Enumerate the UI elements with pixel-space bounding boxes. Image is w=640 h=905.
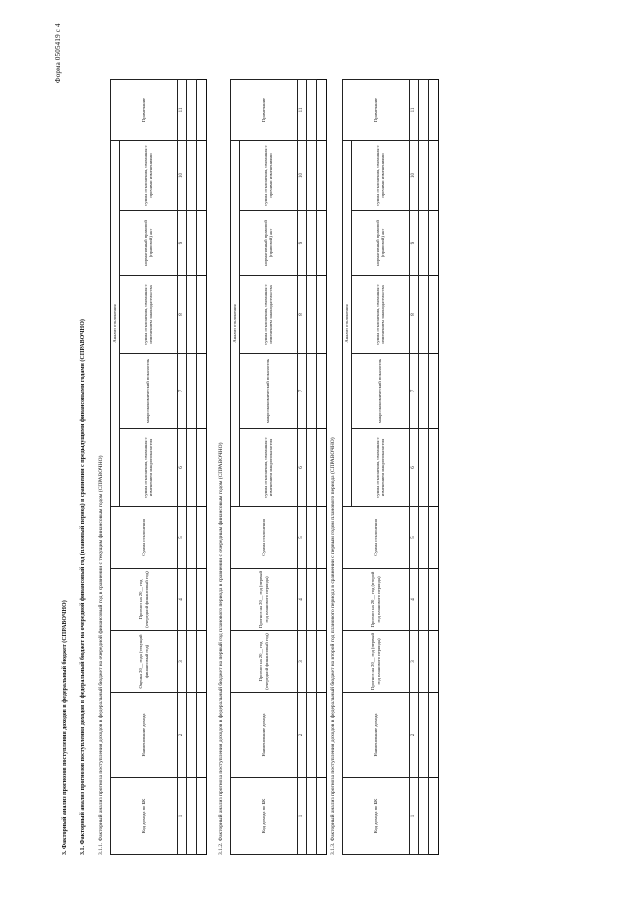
section-title: 3. Факторный анализ прогнозов поступления доходов в федеральный бюджет (СПРАВОЧНО) (62, 600, 68, 855)
table-row (306, 80, 316, 855)
col-number: 1 (409, 778, 418, 855)
header-period-b: Прогноз на 20__ год (второй год планового периода) (343, 569, 410, 631)
header-legal-act: нормативный правовой (правовой) акт (351, 211, 409, 276)
col-number: 11 (297, 80, 306, 141)
header-code: Код дохода по БК (231, 778, 298, 855)
table-row (316, 80, 326, 855)
col-number: 9 (297, 211, 306, 276)
header-period-b: Прогноз на 20__ год (первый год планового периода) (231, 569, 298, 631)
table-row (196, 80, 206, 855)
col-number: 4 (409, 569, 418, 631)
table-caption-3: 3.1.3. Факторный анализ прогноза поступления доходов в федеральный бюджет на второй год планового периода в сравнении с первым годом планового периода (СПРАВОЧНО) (330, 437, 336, 855)
header-deviation: Сумма отклонения (111, 507, 178, 569)
col-number: 1 (297, 778, 306, 855)
analysis-table-1 (110, 79, 207, 855)
header-code: Код дохода по БК (343, 778, 410, 855)
analysis-table-3 (342, 79, 439, 855)
col-number: 7 (297, 354, 306, 429)
col-number: 9 (409, 211, 418, 276)
analysis-table-2 (230, 79, 327, 855)
col-number: 10 (297, 141, 306, 211)
header-name: Наименование дохода (231, 693, 298, 778)
header-law-sum: сумма отклонения, связанная с изменением законодательства (239, 276, 297, 354)
header-law-sum: сумма отклонения, связанная с изменением законодательства (351, 276, 409, 354)
header-macro-sum: сумма отклонения, связанная с изменением макропоказателя (119, 429, 177, 507)
col-number: 7 (409, 354, 418, 429)
header-note: Примечание (343, 80, 410, 141)
col-number: 7 (177, 354, 186, 429)
header-code: Код дохода по БК (111, 778, 178, 855)
col-number: 6 (409, 429, 418, 507)
header-name: Наименование дохода (111, 693, 178, 778)
header-analysis: Анализ отклонения (343, 141, 352, 507)
col-number: 6 (297, 429, 306, 507)
col-number: 5 (409, 507, 418, 569)
sub-title: 3.1. Факторный анализ прогнозов поступления доходов в федеральный бюджет на очередной финансовый год (плановый период) в сравнении с предыдущими финансовыми годами (СПРАВОЧНО) (80, 319, 86, 855)
header-period-a: Прогноз на 20__ год (очередной финансовый год) (231, 631, 298, 693)
col-number: 2 (177, 693, 186, 778)
table-row (186, 80, 196, 855)
header-other-sum: сумма отклонения, связанная с прочими изменениями (351, 141, 409, 211)
header-law-sum: сумма отклонения, связанная с изменением законодательства (119, 276, 177, 354)
table-row (418, 80, 428, 855)
header-other-sum: сумма отклонения, связанная с прочими изменениями (119, 141, 177, 211)
header-legal-act: нормативный правовой (правовой) акт (239, 211, 297, 276)
col-number: 3 (297, 631, 306, 693)
col-number: 1 (177, 778, 186, 855)
header-note: Примечание (231, 80, 298, 141)
header-macro-indicator: макроэкономический показатель (351, 354, 409, 429)
header-period-b: Прогноз на 20__ год (очередной финансовый год) (111, 569, 178, 631)
header-other-sum: сумма отклонения, связанная с прочими изменениями (239, 141, 297, 211)
header-analysis: Анализ отклонения (111, 141, 120, 507)
col-number: 5 (297, 507, 306, 569)
header-macro-indicator: макроэкономический показатель (119, 354, 177, 429)
col-number: 3 (177, 631, 186, 693)
header-legal-act: нормативный правовой (правовой) акт (119, 211, 177, 276)
col-number: 8 (297, 276, 306, 354)
col-number: 2 (297, 693, 306, 778)
header-macro-indicator: макроэкономический показатель (239, 354, 297, 429)
header-note: Примечание (111, 80, 178, 141)
header-period-a: Оценка 20__ года (текущий финансовый год) (111, 631, 178, 693)
col-number: 5 (177, 507, 186, 569)
col-number: 11 (177, 80, 186, 141)
header-deviation: Сумма отклонения (343, 507, 410, 569)
table-row (428, 80, 438, 855)
col-number: 4 (297, 569, 306, 631)
col-number: 10 (177, 141, 186, 211)
header-macro-sum: сумма отклонения, связанная с изменением макропоказателя (351, 429, 409, 507)
header-name: Наименование дохода (343, 693, 410, 778)
form-code: Форма 0505419 с 4 (54, 23, 62, 83)
header-period-a: Прогноз на 20__ год (первый год планового периода) (343, 631, 410, 693)
col-number: 8 (409, 276, 418, 354)
table-caption-2: 3.1.2. Факторный анализ прогноза поступления доходов в федеральный бюджет на первый год планового периода в сравнении с очередным финансовым годом (СПРАВОЧНО) (218, 442, 224, 855)
col-number: 3 (409, 631, 418, 693)
col-number: 11 (409, 80, 418, 141)
header-macro-sum: сумма отклонения, связанная с изменением макропоказателя (239, 429, 297, 507)
header-analysis: Анализ отклонения (231, 141, 240, 507)
col-number: 2 (409, 693, 418, 778)
col-number: 9 (177, 211, 186, 276)
col-number: 10 (409, 141, 418, 211)
table-caption-1: 3.1.1. Факторный анализ прогноза поступления доходов в федеральный бюджет на очередной финансовый год в сравнении с текущим финансовым годом (СПРАВОЧНО) (98, 455, 104, 855)
col-number: 4 (177, 569, 186, 631)
header-deviation: Сумма отклонения (231, 507, 298, 569)
col-number: 6 (177, 429, 186, 507)
col-number: 8 (177, 276, 186, 354)
